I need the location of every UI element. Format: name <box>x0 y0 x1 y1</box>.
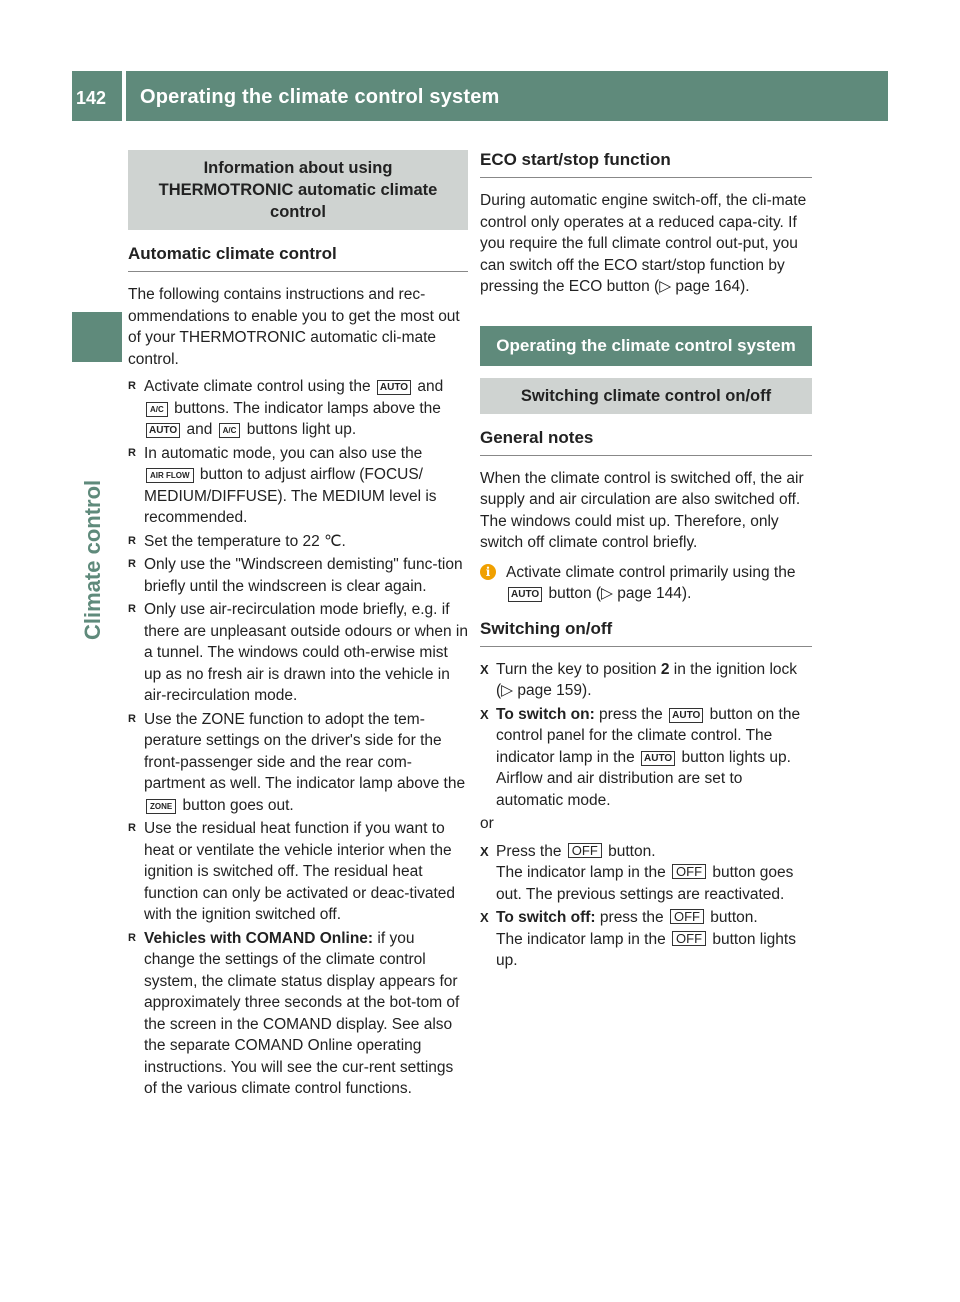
off-button-icon: OFF <box>670 909 704 924</box>
left-column <box>128 150 468 1102</box>
info-note: i Activate climate control primarily using the AUTO button (▷ page 144). <box>480 562 812 605</box>
side-tab-marker <box>72 312 122 362</box>
auto-button-icon: AUTO <box>146 423 180 438</box>
auto-button-icon: AUTO <box>377 380 411 395</box>
general-notes-heading: General notes <box>480 428 812 456</box>
section-heading: Operating the climate control system <box>480 326 812 366</box>
ac-button-icon: A/C <box>146 402 168 417</box>
automatic-climate-heading: Automatic climate control <box>128 244 468 272</box>
recommendation-list <box>128 376 468 1100</box>
off-button-icon: OFF <box>672 931 706 946</box>
list-item: R Use the ZONE function to adopt the tem-perature settings on the driver's side for the front-passenger side and the rear com-partment as well. The indicator lamp above the ZONE button goes out. <box>128 709 468 817</box>
eco-heading: ECO start/stop function <box>480 150 812 178</box>
auto-button-icon: AUTO <box>669 708 703 723</box>
airflow-button-icon: AIR FLOW <box>146 468 194 483</box>
step-item: X Press the OFF button. The indicator lamp in the OFF button goes out. The previous settings are reactivated. <box>480 841 812 906</box>
list-item: R Only use air-recirculation mode briefly, e.g. if there are unpleasant outside odours or when in a tunnel. The windows could oth-erwise mist up as no fresh air is drawn into the vehicle in air-recirculation mode. <box>128 599 468 707</box>
list-item: R In automatic mode, you can also use the AIR FLOW button to adjust airflow (FOCUS/ MEDIUM/DIFFUSE). The MEDIUM level is recommended. <box>128 443 468 529</box>
ac-button-icon: A/C <box>219 423 241 438</box>
right-column <box>480 150 812 974</box>
list-item: R Set the temperature to 22 ℃. <box>128 531 468 553</box>
steps-list <box>480 659 812 812</box>
steps-list-2 <box>480 841 812 972</box>
general-notes-paragraph: When the climate control is switched off, the air supply and air circulation are also switched off. The windows could mist up. Therefore, only switch off climate control briefly. <box>480 469 804 551</box>
step-item: X Turn the key to position 2 in the ignition lock (▷ page 159). <box>480 659 812 702</box>
list-item: R Vehicles with COMAND Online: if you change the settings of the climate control system, the climate status display appears for approximately three seconds at the bot-tom of the screen in the COMAND display. See also the separate COMAND Online operating instructions. You will see the cur-rent settings of the various climate control functions. <box>128 928 468 1100</box>
switching-heading: Switching on/off <box>480 619 812 647</box>
eco-paragraph: During automatic engine switch-off, the cli-mate control only operates at a reduced capa-city. If you require the full climate control out-put, you can switch off the ECO start/stop function by pressing the ECO button (▷ page 164). <box>480 192 807 295</box>
or-text: or <box>480 815 494 832</box>
header-divider <box>122 71 126 121</box>
list-item: R Use the residual heat function if you want to heat or ventilate the vehicle interior when the ignition is switched off. The residual heat function can only be activated or deac-tivated with the ignition switched off. <box>128 818 468 926</box>
off-button-icon: OFF <box>568 843 602 858</box>
step-item: X To switch off: press the OFF button. The indicator lamp in the OFF button lights up. <box>480 907 812 972</box>
info-icon: i <box>480 564 496 580</box>
switching-box-heading: Switching climate control on/off <box>480 378 812 414</box>
intro-paragraph: The following contains instructions and rec-ommendations to enable you to get the most out of your THERMOTRONIC automatic cli-mate control. <box>128 286 460 368</box>
page-title: Operating the climate control system <box>140 86 500 108</box>
list-item: R Only use the "Windscreen demisting" func-tion briefly until the windscreen is clear again. <box>128 554 468 597</box>
zone-button-icon: ZONE <box>146 799 176 814</box>
step-item: X To switch on: press the AUTO button on the control panel for the climate control. The indicator lamp in the AUTO button lights up. Airflow and air distribution are set to automatic mode. <box>480 704 812 812</box>
page-number: 142 <box>76 88 107 108</box>
info-box-heading: Information about using THERMOTRONIC automatic climate control <box>128 150 468 230</box>
auto-button-icon: AUTO <box>641 751 675 766</box>
auto-button-icon: AUTO <box>508 587 542 602</box>
side-tab-label: Climate control <box>80 479 105 640</box>
off-button-icon: OFF <box>672 864 706 879</box>
list-item: R Activate climate control using the AUTO and A/C buttons. The indicator lamps above the AUTO and A/C buttons light up. <box>128 376 468 441</box>
